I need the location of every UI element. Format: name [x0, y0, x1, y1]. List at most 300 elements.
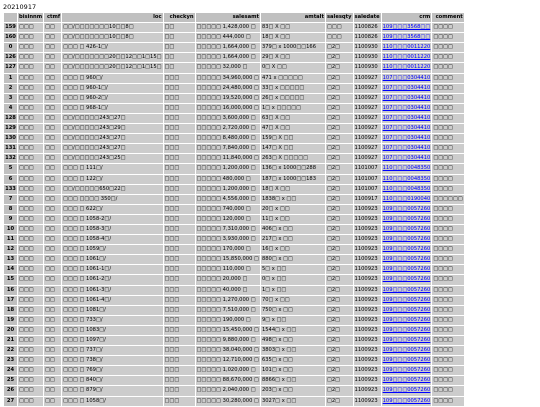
loc-cell: □□□ □ 960-1□/ [62, 83, 163, 93]
amtalt-cell: 187□ x 1000□□183 [260, 174, 325, 184]
saledate-cell: 1100927 [353, 134, 381, 144]
loc-cell: □□□ □ 1097□/ [62, 336, 163, 346]
row-index: 23 [4, 356, 18, 366]
saledate-cell: 1100923 [353, 376, 381, 386]
salesqty-cell: □2□ [325, 275, 353, 285]
column-header-comment[interactable]: comment [432, 13, 464, 23]
salesamt-cell: □□□□□ 38,040,000 □ [195, 346, 260, 356]
crm-cell[interactable]: 109□□□0057260 [381, 305, 432, 315]
table-row[interactable] [4, 386, 465, 396]
amtalt-cell: 406□ x □□ [260, 224, 325, 234]
table-row[interactable] [4, 33, 465, 43]
table-row[interactable] [4, 245, 465, 255]
crm-cell[interactable]: 109□□□0057260 [381, 396, 432, 406]
checkyn-cell: □□ [163, 43, 195, 53]
row-index: 19 [4, 315, 18, 325]
crm-cell[interactable]: 110□□□0048350 [381, 164, 432, 174]
checkyn-cell: □□□ [163, 204, 195, 214]
comment-cell: □□□□ [432, 295, 464, 305]
ctmf-cell: □□ [44, 336, 62, 346]
saledate-cell: 1100923 [353, 275, 381, 285]
checkyn-cell: □□□ [163, 295, 195, 305]
row-index: 7 [4, 194, 18, 204]
crm-cell[interactable]: 107□□□0304410 [381, 134, 432, 144]
ctmf-cell: □□ [44, 174, 62, 184]
table-row[interactable] [4, 144, 465, 154]
salesqty-cell: □2□ [325, 103, 353, 113]
saledate-cell: 1100923 [353, 305, 381, 315]
salesqty-cell: □2□ [325, 396, 353, 406]
salesqty-cell: □2□ [325, 184, 353, 194]
saledate-cell: 1100923 [353, 366, 381, 376]
bisinnm-cell: □□□ [18, 113, 44, 123]
crm-cell[interactable]: 109□□□3568□□ [381, 33, 432, 43]
loc-cell: □□/□□□□□243□29□ [62, 124, 163, 134]
comment-cell: □□□□ [432, 204, 464, 214]
checkyn-cell: □□□ [163, 366, 195, 376]
bisinnm-cell: □□□ [18, 396, 44, 406]
column-header-checkyn[interactable]: checkyn [163, 13, 195, 23]
table-row[interactable] [4, 43, 465, 53]
bisinnm-cell: □□□ [18, 184, 44, 194]
loc-cell: □□□ □ 426-1□/ [62, 43, 163, 53]
salesamt-cell: □□□□□ 1,270,000 □ [195, 295, 260, 305]
row-index: 20 [4, 325, 18, 335]
crm-cell[interactable]: 107□□□0304410 [381, 103, 432, 113]
bisinnm-cell: □□□ [18, 124, 44, 134]
bisinnm-cell: □□□ [18, 83, 44, 93]
comment-cell: □□□□ [432, 325, 464, 335]
checkyn-cell: □□□ [163, 325, 195, 335]
bisinnm-cell: □□□ [18, 103, 44, 113]
table-row[interactable] [4, 93, 465, 103]
salesqty-cell: □2□ [325, 144, 353, 154]
checkyn-cell: □□□ [163, 336, 195, 346]
crm-cell[interactable]: 107□□□0304410 [381, 144, 432, 154]
crm-cell[interactable]: 109□□□0057260 [381, 336, 432, 346]
salesqty-cell: □2□ [325, 366, 353, 376]
saledate-cell: 1100917 [353, 194, 381, 204]
amtalt-cell: 9□ x □□ [260, 315, 325, 325]
row-index: 4 [4, 103, 18, 113]
table-row[interactable] [4, 103, 465, 113]
loc-cell: □□□ □ 1058□/ [62, 396, 163, 406]
row-index: 25 [4, 376, 18, 386]
checkyn-cell: □□□ [163, 174, 195, 184]
ctmf-cell: □□ [44, 103, 62, 113]
row-index: 131 [4, 144, 18, 154]
comment-cell: □□□□ [432, 134, 464, 144]
saledate-cell: 1100923 [353, 265, 381, 275]
comment-cell: □□□□ [432, 245, 464, 255]
salesamt-cell: □□□□□ 2,040,000 □ [195, 386, 260, 396]
table-row[interactable] [4, 376, 465, 386]
crm-cell[interactable]: 107□□□0304410 [381, 73, 432, 83]
bisinnm-cell: □□□ [18, 336, 44, 346]
loc-cell: □□/□□□□□□□20□□12□□1□15□ [62, 53, 163, 63]
saledate-cell: 1101007 [353, 164, 381, 174]
ctmf-cell: □□ [44, 346, 62, 356]
salesqty-cell: □2□ [325, 214, 353, 224]
row-index: 130 [4, 134, 18, 144]
table-row[interactable] [4, 305, 465, 315]
bisinnm-cell: □□□ [18, 154, 44, 164]
table-row[interactable] [4, 63, 465, 73]
amtalt-cell: 379□ x 1000□□166 [260, 43, 325, 53]
row-index: 127 [4, 63, 18, 73]
table-body [4, 23, 465, 407]
salesqty-cell: □2□ [325, 154, 353, 164]
row-index: 16 [4, 285, 18, 295]
table-caption: 20210917 [3, 3, 37, 11]
salesamt-cell: □□□□□ 7,840,000 □ [195, 144, 260, 154]
loc-cell: □□□ □ 1058-2□/ [62, 214, 163, 224]
ctmf-cell: □□ [44, 43, 62, 53]
saledate-cell: 1100927 [353, 83, 381, 93]
salesqty-cell: □2□ [325, 386, 353, 396]
ctmf-cell: □□ [44, 53, 62, 63]
bisinnm-cell: □□□ [18, 235, 44, 245]
ctmf-cell: □□ [44, 134, 62, 144]
salesamt-cell: □□□□□ 1,200,000 □ [195, 164, 260, 174]
salesqty-cell: □2□ [325, 295, 353, 305]
row-index: 14 [4, 265, 18, 275]
salesamt-cell: □□□□□ 170,000 □ [195, 245, 260, 255]
salesamt-cell: □□□□□ 1,428,000 □ [195, 23, 260, 33]
crm-cell[interactable]: 109□□□0057260 [381, 315, 432, 325]
checkyn-cell: □□□ [163, 265, 195, 275]
table-row[interactable] [4, 366, 465, 376]
amtalt-cell: 1□ x □□□□□ [260, 103, 325, 113]
row-index: 2 [4, 83, 18, 93]
row-index: 24 [4, 366, 18, 376]
crm-cell[interactable]: 109□□□0057260 [381, 366, 432, 376]
table-row[interactable] [4, 124, 465, 134]
checkyn-cell: □□□ [163, 113, 195, 123]
salesqty-cell: □2□ [325, 376, 353, 386]
checkyn-cell: □□□ [163, 305, 195, 315]
loc-cell: □□□ □ 1059□/ [62, 245, 163, 255]
checkyn-cell: □□□ [163, 184, 195, 194]
ctmf-cell: □□ [44, 194, 62, 204]
table-row[interactable] [4, 235, 465, 245]
table-row[interactable] [4, 325, 465, 335]
table-row[interactable] [4, 154, 465, 164]
row-index: 8 [4, 204, 18, 214]
amtalt-cell: 16□ x □□ [260, 245, 325, 255]
salesqty-cell: □2□ [325, 346, 353, 356]
comment-cell: □□□□ [432, 174, 464, 184]
comment-cell: □□□□ [432, 376, 464, 386]
amtalt-cell: 217□ x □□ [260, 235, 325, 245]
loc-cell: □□/□□□□□□□20□□12□□1□15□ [62, 63, 163, 73]
table-row[interactable] [4, 336, 465, 346]
table-row[interactable] [4, 265, 465, 275]
amtalt-cell: 47□ X □□ [260, 124, 325, 134]
amtalt-cell: 750□ x □□ [260, 305, 325, 315]
salesqty-cell: □2□ [325, 255, 353, 265]
bisinnm-cell: □□□ [18, 285, 44, 295]
salesamt-cell: □□□□□ 3,930,000 □ [195, 235, 260, 245]
loc-cell: □□□ □ 1061-3□/ [62, 285, 163, 295]
table-row[interactable] [4, 53, 465, 63]
bisinnm-cell: □□□ [18, 386, 44, 396]
column-header-salesamt[interactable]: salesamt [195, 13, 260, 23]
ctmf-cell: □□ [44, 154, 62, 164]
ctmf-cell: □□ [44, 376, 62, 386]
loc-cell: □□/□□□□□243□27□ [62, 144, 163, 154]
amtalt-cell: 263□ X □□□□□ [260, 154, 325, 164]
row-index: 0 [4, 43, 18, 53]
checkyn-cell: □□ [163, 53, 195, 63]
crm-cell[interactable]: 109□□□0057260 [381, 255, 432, 265]
checkyn-cell: □□□ [163, 235, 195, 245]
column-header-amtalt[interactable]: amtalt [260, 13, 325, 23]
amtalt-cell: 70□ x □□ [260, 295, 325, 305]
column-header-loc[interactable]: loc [62, 13, 163, 23]
comment-cell: □□□□ [432, 164, 464, 174]
table-row[interactable] [4, 23, 465, 33]
checkyn-cell: □□□ [163, 356, 195, 366]
column-header-index[interactable] [4, 13, 18, 23]
amtalt-cell: 880□ x □□ [260, 255, 325, 265]
crm-cell[interactable]: 110□□□0190040 [381, 194, 432, 204]
row-index: 17 [4, 295, 18, 305]
loc-cell: □□□ □ 1061-1□/ [62, 265, 163, 275]
comment-cell: □□□□ [432, 103, 464, 113]
table-row[interactable] [4, 315, 465, 325]
table-row[interactable] [4, 224, 465, 234]
bisinnm-cell: □□□ [18, 265, 44, 275]
salesqty-cell: □□□ [325, 23, 353, 33]
amtalt-cell: 20□ x □□ [260, 204, 325, 214]
bisinnm-cell: □□□ [18, 43, 44, 53]
column-header-salesqty[interactable]: salesqty [325, 13, 353, 23]
crm-cell[interactable]: 107□□□0304410 [381, 93, 432, 103]
row-index: 21 [4, 336, 18, 346]
salesqty-cell: □2□ [325, 305, 353, 315]
salesamt-cell: □□□□□ 4,556,000 □ [195, 194, 260, 204]
table-row[interactable] [4, 113, 465, 123]
comment-cell: □□□□ [432, 63, 464, 73]
table-row[interactable] [4, 214, 465, 224]
comment-cell: □□□□ [432, 305, 464, 315]
column-header-ctmf[interactable]: ctmf [44, 13, 62, 23]
salesamt-cell: □□□□□ 7,310,000 □ [195, 224, 260, 234]
checkyn-cell: □□□ [163, 396, 195, 406]
row-index: 5 [4, 164, 18, 174]
bisinnm-cell: □□□ [18, 23, 44, 33]
salesqty-cell: □2□ [325, 235, 353, 245]
ctmf-cell: □□ [44, 386, 62, 396]
salesamt-cell: □□□□□ 34,960,000 □ [195, 73, 260, 83]
comment-cell: □□□□ [432, 386, 464, 396]
ctmf-cell: □□ [44, 305, 62, 315]
comment-cell: □□□□ [432, 124, 464, 134]
bisinnm-cell: □□□ [18, 73, 44, 83]
bisinnm-cell: □□□ [18, 93, 44, 103]
bisinnm-cell: □□□ [18, 315, 44, 325]
salesqty-cell: □2□ [325, 73, 353, 83]
saledate-cell: 1100923 [353, 285, 381, 295]
crm-cell[interactable]: 109□□□0057260 [381, 325, 432, 335]
saledate-cell: 1101007 [353, 184, 381, 194]
table-row[interactable] [4, 184, 465, 194]
salesamt-cell: □□□□□ 88,670,000 □ [195, 376, 260, 386]
crm-cell[interactable]: 109□□□0057260 [381, 204, 432, 214]
salesqty-cell: □2□ [325, 194, 353, 204]
salesamt-cell: □□□□□ 2,720,000 □ [195, 124, 260, 134]
table-row[interactable] [4, 174, 465, 184]
loc-cell: □□□ □□□□ 350□/ [62, 194, 163, 204]
crm-cell[interactable]: 110□□□0011220 [381, 63, 432, 73]
amtalt-cell: 0□ x □□ [260, 275, 325, 285]
amtalt-cell: 1544□ x □□ [260, 325, 325, 335]
table-row[interactable] [4, 164, 465, 174]
table-row[interactable] [4, 194, 465, 204]
salesamt-cell: □□□□□ 16,000,000 □ [195, 103, 260, 113]
crm-cell[interactable]: 109□□□0057260 [381, 275, 432, 285]
crm-cell[interactable]: 109□□□0057260 [381, 265, 432, 275]
salesamt-cell: □□□□□ 15,850,000 □ [195, 255, 260, 265]
crm-cell[interactable]: 109□□□0057260 [381, 356, 432, 366]
salesqty-cell: □2□ [325, 224, 353, 234]
bisinnm-cell: □□□ [18, 305, 44, 315]
salesqty-cell: □2□ [325, 204, 353, 214]
salesamt-cell: □□□□□ 190,000 □ [195, 315, 260, 325]
salesqty-cell: □2□ [325, 285, 353, 295]
row-index: 128 [4, 113, 18, 123]
bisinnm-cell: □□□ [18, 134, 44, 144]
table-row[interactable] [4, 83, 465, 93]
salesqty-cell: □2□ [325, 245, 353, 255]
saledate-cell: 1100923 [353, 325, 381, 335]
comment-cell: □□□□ [432, 235, 464, 245]
salesamt-cell: □□□□□ 8,480,000 □ [195, 134, 260, 144]
crm-cell[interactable]: 107□□□0304410 [381, 154, 432, 164]
table-row[interactable] [4, 73, 465, 83]
row-index: 22 [4, 346, 18, 356]
bisinnm-cell: □□□ [18, 295, 44, 305]
amtalt-cell: 471 x □□□□□ [260, 73, 325, 83]
column-header-crm[interactable]: crm [381, 13, 432, 23]
salesamt-cell: □□□□□ 9,880,000 □ [195, 336, 260, 346]
salesamt-cell: □□□□□ 444,000 □ [195, 33, 260, 43]
table-row[interactable] [4, 204, 465, 214]
amtalt-cell: 5□ x □□ [260, 265, 325, 275]
bisinnm-cell: □□□ [18, 63, 44, 73]
row-index: 159 [4, 23, 18, 33]
checkyn-cell: □□□ [163, 194, 195, 204]
row-index: 126 [4, 53, 18, 63]
saledate-cell: 1100923 [353, 245, 381, 255]
loc-cell: □□/□□□□□243□27□ [62, 134, 163, 144]
loc-cell: □□□ □ 1061□/ [62, 255, 163, 265]
checkyn-cell: □□□ [163, 134, 195, 144]
bisinnm-cell: □□□ [18, 144, 44, 154]
table-row[interactable] [4, 346, 465, 356]
crm-cell[interactable]: 109□□□0057260 [381, 376, 432, 386]
table-row[interactable] [4, 295, 465, 305]
crm-cell[interactable]: 110□□□0011220 [381, 43, 432, 53]
ctmf-cell: □□ [44, 214, 62, 224]
comment-cell: □□□□ [432, 214, 464, 224]
crm-cell[interactable]: 110□□□0048350 [381, 174, 432, 184]
bisinnm-cell: □□□ [18, 214, 44, 224]
ctmf-cell: □□ [44, 235, 62, 245]
ctmf-cell: □□ [44, 93, 62, 103]
ctmf-cell: □□ [44, 245, 62, 255]
checkyn-cell: □□□ [163, 376, 195, 386]
crm-cell[interactable]: 109□□□0057260 [381, 245, 432, 255]
crm-cell[interactable]: 110□□□0011220 [381, 53, 432, 63]
column-header-saledate[interactable]: saledate [353, 13, 381, 23]
ctmf-cell: □□ [44, 366, 62, 376]
table-row[interactable] [4, 134, 465, 144]
row-index: 1 [4, 73, 18, 83]
table-row[interactable] [4, 255, 465, 265]
amtalt-cell: 136□ x 1000□□288 [260, 164, 325, 174]
table-row[interactable] [4, 285, 465, 295]
salesqty-cell: □□□ [325, 33, 353, 43]
table-row[interactable] [4, 356, 465, 366]
crm-cell[interactable]: 109□□□0057260 [381, 235, 432, 245]
crm-cell[interactable]: 107□□□0304410 [381, 83, 432, 93]
ctmf-cell: □□ [44, 184, 62, 194]
checkyn-cell: □□□ [163, 124, 195, 134]
ctmf-cell: □□ [44, 315, 62, 325]
comment-cell: □□□□ [432, 33, 464, 43]
comment-cell: □□□□ [432, 184, 464, 194]
saledate-cell: 1100923 [353, 356, 381, 366]
crm-cell[interactable]: 107□□□0304410 [381, 124, 432, 134]
bisinnm-cell: □□□ [18, 346, 44, 356]
salesamt-cell: □□□□□ 24,480,000 □ [195, 83, 260, 93]
comment-cell: □□□□ [432, 265, 464, 275]
comment-cell: □□□□ [432, 144, 464, 154]
loc-cell: □□/□□□□□650□22□ [62, 184, 163, 194]
crm-cell[interactable]: 109□□□0057260 [381, 214, 432, 224]
comment-cell: □□□□ [432, 73, 464, 83]
checkyn-cell: □□□ [163, 275, 195, 285]
salesqty-cell: □2□ [325, 315, 353, 325]
crm-cell[interactable]: 110□□□0048350 [381, 184, 432, 194]
bisinnm-cell: □□□ [18, 356, 44, 366]
table-row[interactable] [4, 275, 465, 285]
amtalt-cell: 147□ X □□ [260, 144, 325, 154]
crm-cell[interactable]: 109□□□0057260 [381, 386, 432, 396]
ctmf-cell: □□ [44, 63, 62, 73]
row-index: 3 [4, 93, 18, 103]
saledate-cell: 1100923 [353, 295, 381, 305]
amtalt-cell: 1□ x □□ [260, 285, 325, 295]
crm-cell[interactable]: 109□□□0057260 [381, 224, 432, 234]
crm-cell[interactable]: 109□□□3568□□ [381, 23, 432, 33]
crm-cell[interactable]: 109□□□0057260 [381, 285, 432, 295]
salesamt-cell: □□□□□ 480,000 □ [195, 174, 260, 184]
salesamt-cell: □□□□□ 1,020,000 □ [195, 366, 260, 376]
crm-cell[interactable]: 107□□□0304410 [381, 113, 432, 123]
checkyn-cell: □□□ [163, 164, 195, 174]
salesqty-cell: □2□ [325, 174, 353, 184]
salesqty-cell: □2□ [325, 53, 353, 63]
salesqty-cell: □2□ [325, 134, 353, 144]
column-header-bisinnm[interactable]: bisinnm [18, 13, 44, 23]
crm-cell[interactable]: 109□□□0057260 [381, 346, 432, 356]
ctmf-cell: □□ [44, 295, 62, 305]
crm-cell[interactable]: 109□□□0057260 [381, 295, 432, 305]
ctmf-cell: □□ [44, 33, 62, 43]
